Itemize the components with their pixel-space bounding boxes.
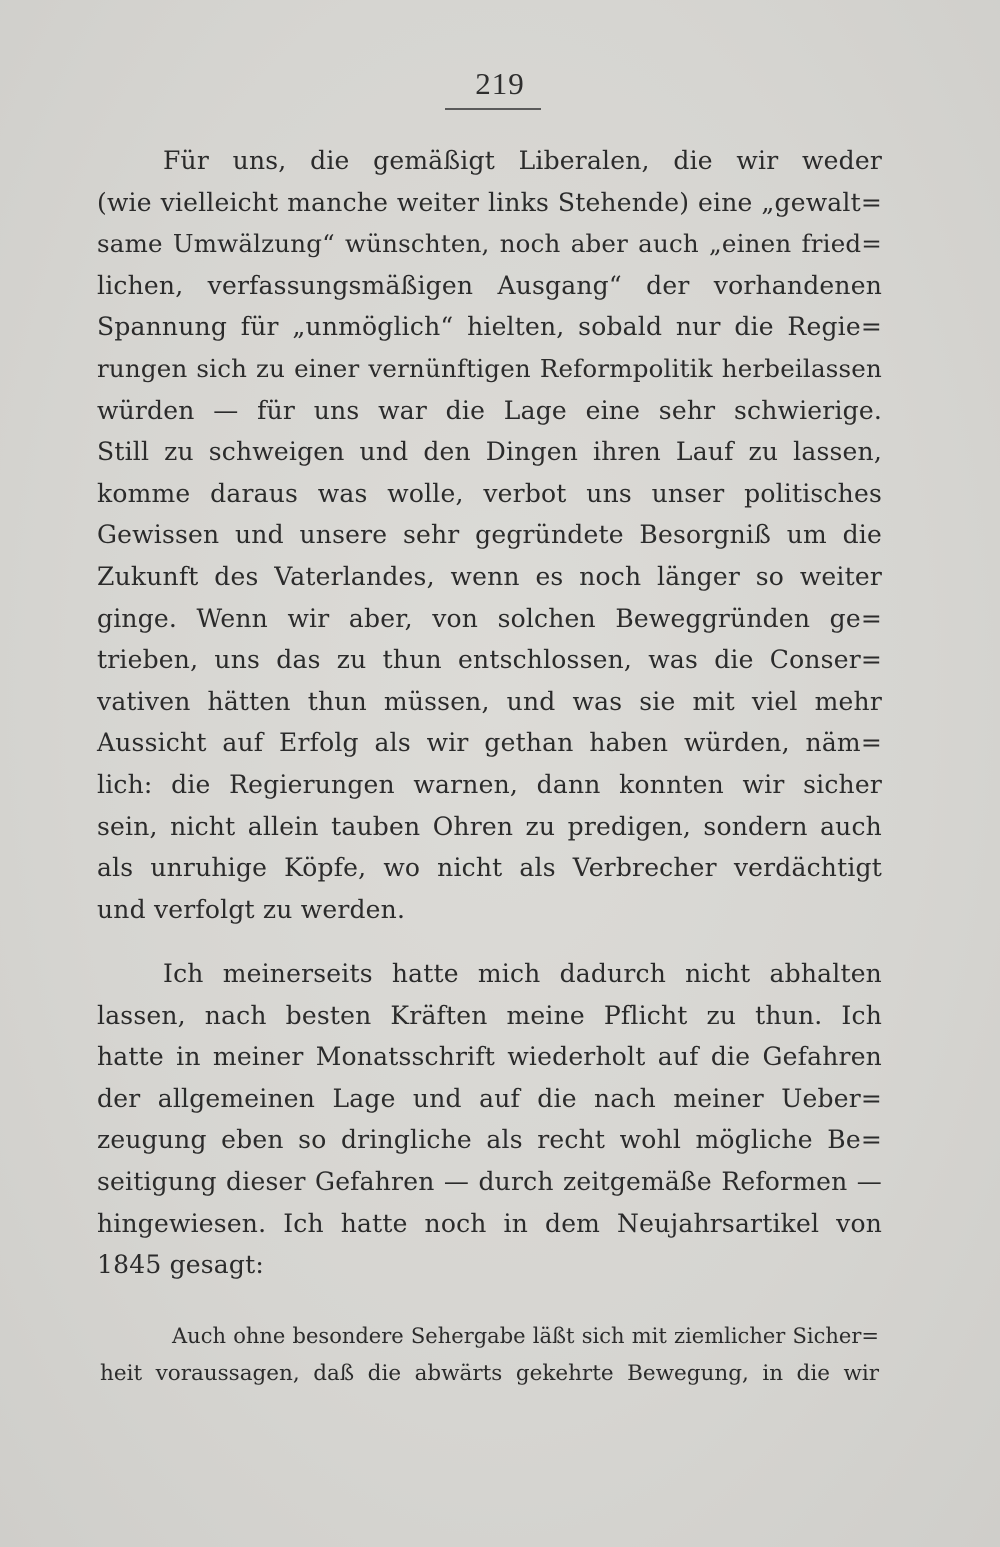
page-number: 219 <box>475 66 525 101</box>
quotation <box>100 1317 879 1393</box>
paragraph-line: Für uns, die gemäßigt Liberalen, die wir weder <box>163 146 882 175</box>
paragraph-line: lichen, verfassungsmäßigen Ausgang“ der vorhandenen <box>97 270 882 300</box>
paragraph-line: würden — für uns war die Lage eine sehr schwierige. <box>97 395 882 425</box>
paragraph-line: Aussicht auf Erfolg als wir gethan haben würden, näm= <box>97 728 882 758</box>
paragraph-line: seitigung dieser Gefahren — durch zeitgemäße Reformen — <box>97 1166 882 1196</box>
paragraph-line: vativen hätten thun müssen, und was sie mit viel mehr <box>97 686 882 716</box>
paragraph-line: der allgemeinen Lage und auf die nach meiner Ueber= <box>97 1083 882 1113</box>
paragraph-line: ginge. Wenn wir aber, von solchen Beweggründen ge= <box>97 603 882 633</box>
paragraph-line: Zukunft des Vaterlandes, wenn es noch länger so weiter <box>97 561 882 591</box>
paragraph-line: als unruhige Köpfe, wo nicht als Verbrecher verdächtigt <box>97 853 882 883</box>
paragraph-line: und verfolgt zu werden. <box>97 894 406 924</box>
paragraph-line: lich: die Regierungen warnen, dann konnten wir sicher <box>97 769 882 799</box>
paragraph-1 <box>97 140 882 930</box>
paragraph-line: same Umwälzung“ wünschten, noch aber auch „einen fried= <box>97 229 882 259</box>
paragraph-line: lassen, nach besten Kräften meine Pflicht zu thun. Ich <box>97 1000 882 1030</box>
paragraph-line: Gewissen und unsere sehr gegründete Besorgniß um die <box>97 520 882 550</box>
paragraph-line: trieben, uns das zu thun entschlossen, was die Conser= <box>97 645 882 675</box>
quotation-line: Auch ohne besondere Sehergabe läßt sich mit ziemlicher Sicher= <box>172 1324 879 1348</box>
paragraph-line: (wie vielleicht manche weiter links Stehende) eine „gewalt= <box>97 187 882 217</box>
paragraph-line: Still zu schweigen und den Dingen ihren Lauf zu lassen, <box>97 437 882 467</box>
paragraph-line: hatte in meiner Monatsschrift wiederholt auf die Gefahren <box>97 1042 882 1072</box>
paragraph-line: Ich meinerseits hatte mich dadurch nicht abhalten <box>163 959 882 988</box>
paragraph-line: zeugung eben so dringliche als recht wohl mögliche Be= <box>97 1125 882 1155</box>
paragraph-2 <box>97 953 882 1286</box>
paragraph-line: komme daraus was wolle, verbot uns unser politisches <box>97 478 882 508</box>
paragraph-line: sein, nicht allein tauben Ohren zu predigen, sondern auch <box>97 811 882 841</box>
paragraph-line: Spannung für „unmöglich“ hielten, sobald nur die Regie= <box>97 312 882 342</box>
paragraph-line: 1845 gesagt: <box>97 1250 264 1280</box>
quotation-line: heit voraussagen, daß die abwärts gekehrte Bewegung, in die wir <box>100 1361 879 1386</box>
header-rule <box>445 108 541 110</box>
paragraph-line: rungen sich zu einer vernünftigen Reformpolitik herbeilassen <box>97 353 882 383</box>
paragraph-line: hingewiesen. Ich hatte noch in dem Neujahrsartikel von <box>97 1208 882 1238</box>
